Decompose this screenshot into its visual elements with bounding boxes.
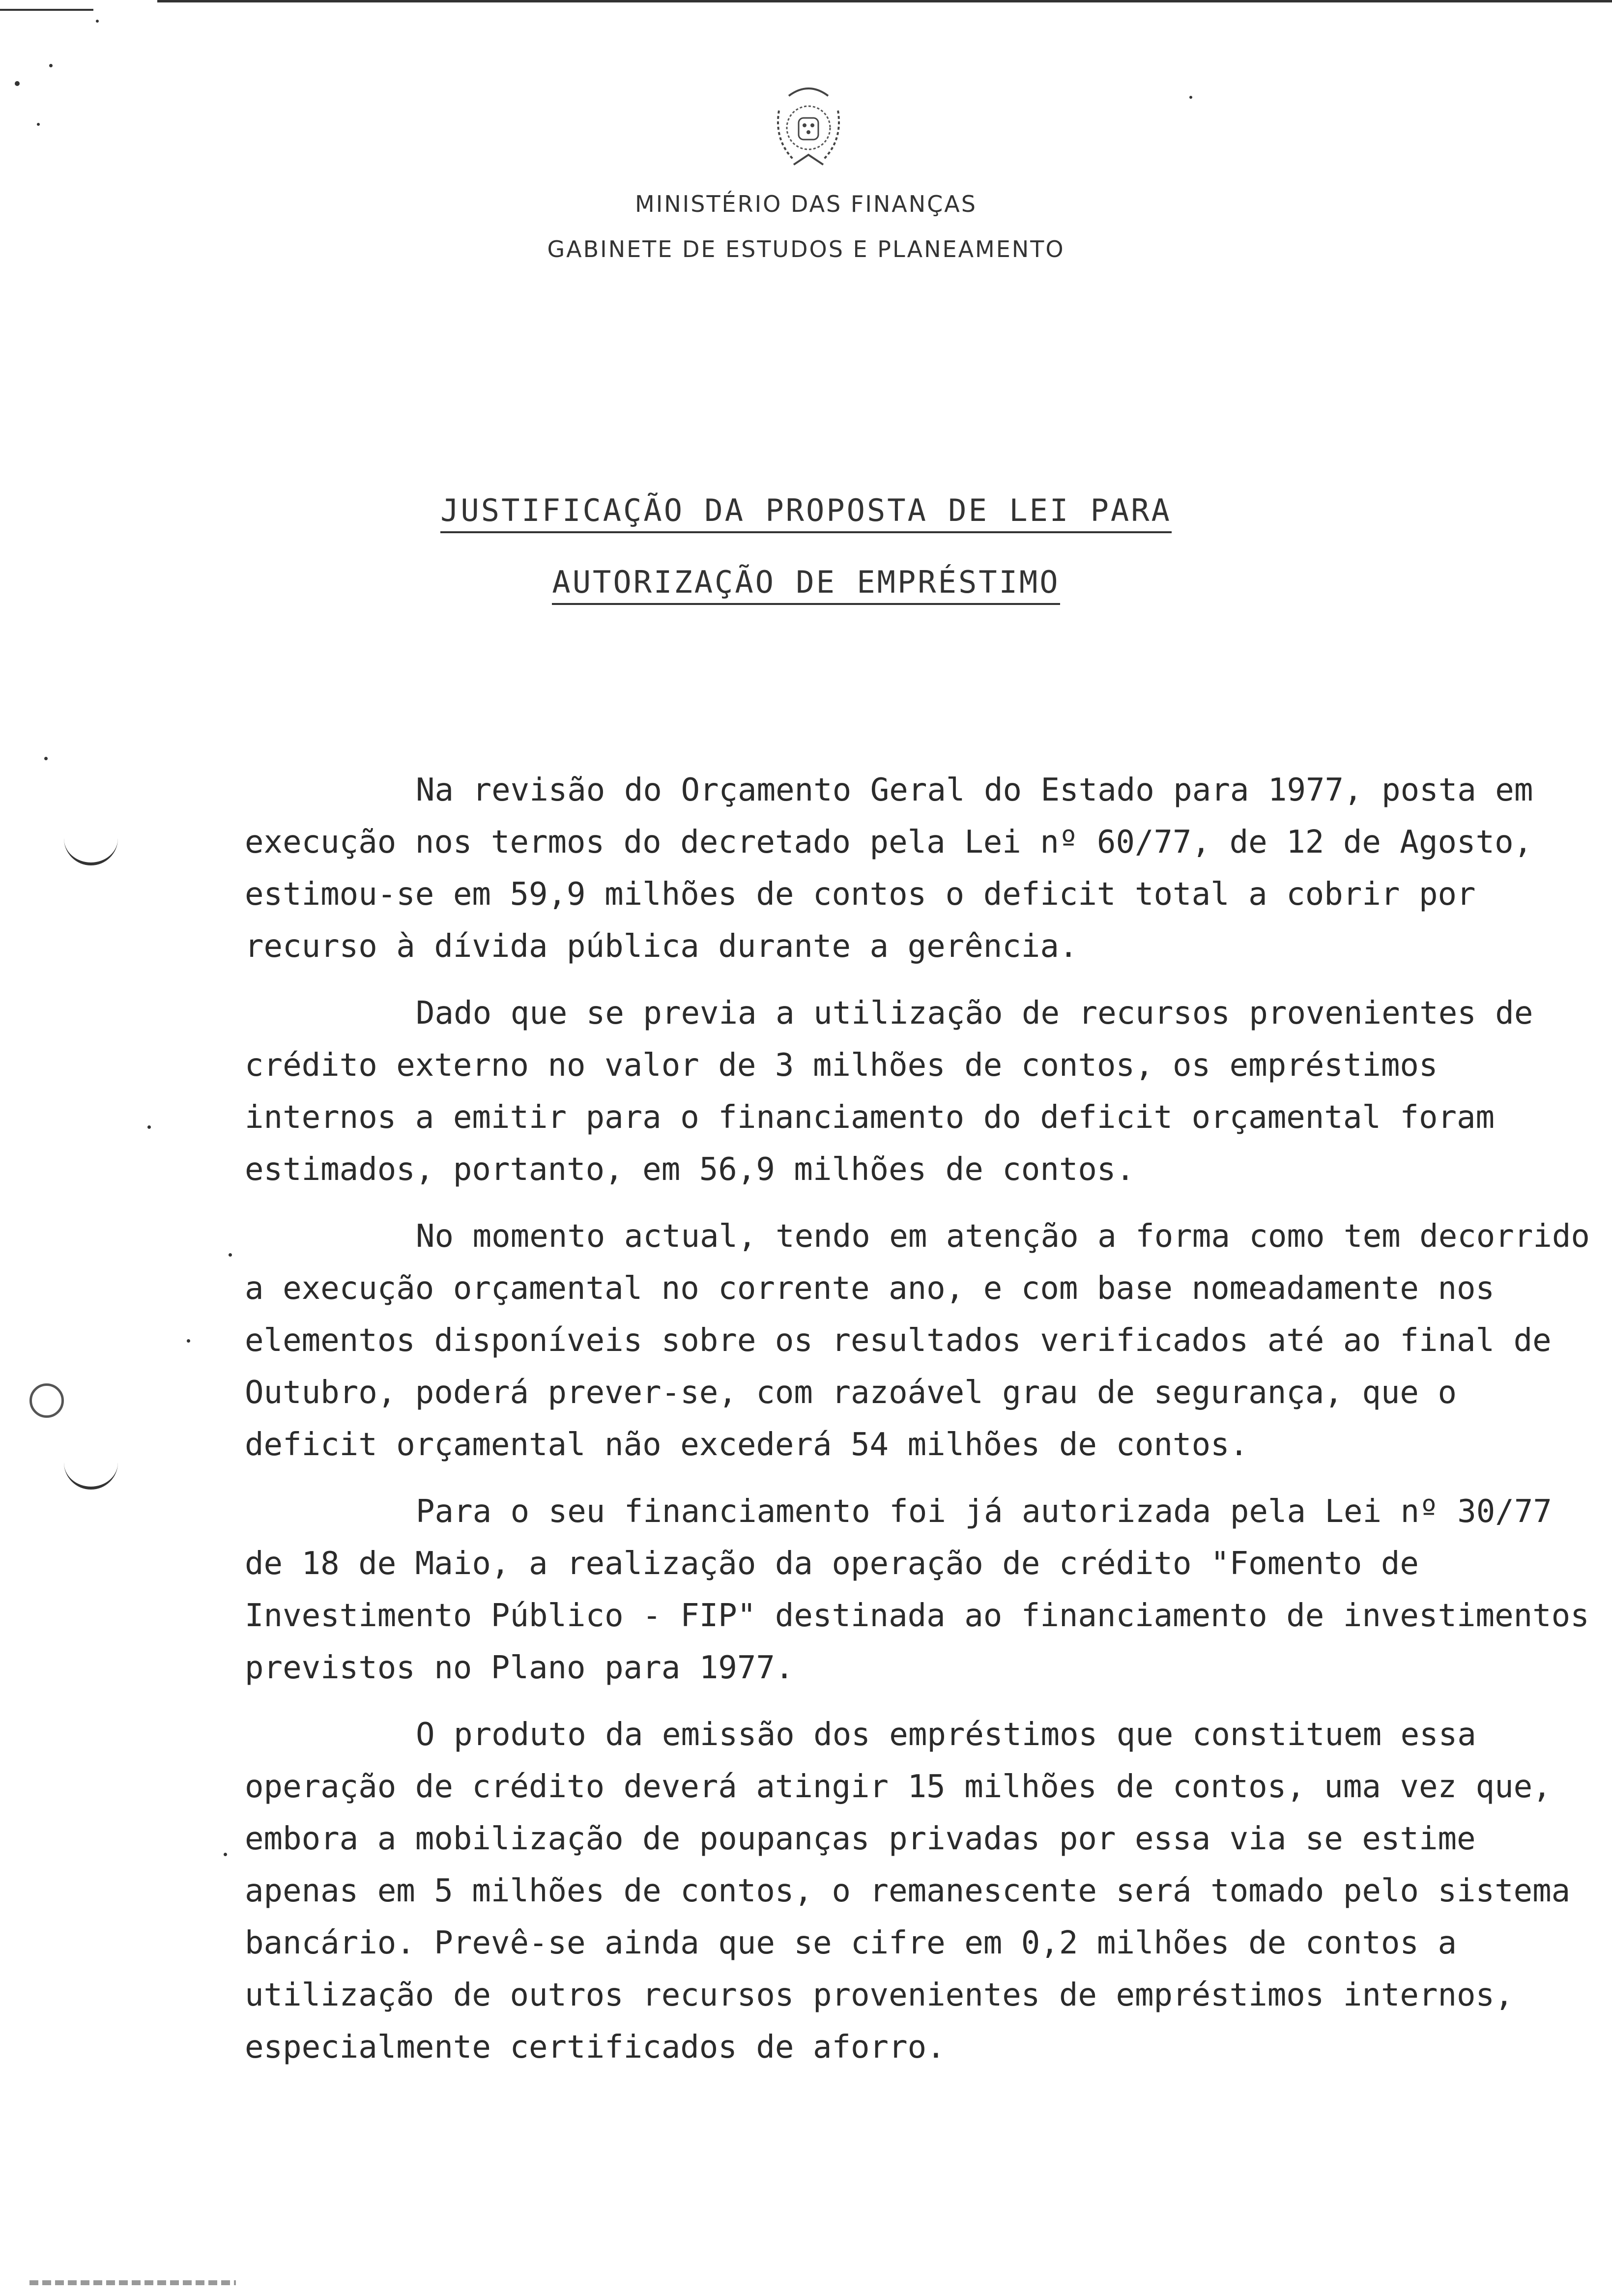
body-paragraph: Para o seu financiamento foi já autorizada pela Lei nº 30/77 de 18 de Maio, a realização da operação de crédito "Fomento de Investimento Público - FIP" destinada ao financiamento de investimentos previstos no Plano para 1977.	[245, 1493, 1609, 1686]
document-title-text: AUTORIZAÇÃO DE EMPRÉSTIMO	[552, 564, 1060, 605]
document-title-text: JUSTIFICAÇÃO DA PROPOSTA DE LEI PARA	[440, 492, 1172, 533]
scan-speck	[229, 1253, 232, 1257]
scan-punch-hole-arc	[64, 833, 118, 865]
scan-speck	[44, 757, 48, 760]
scan-speck	[224, 1853, 227, 1856]
scan-punch-hole-ring	[29, 1383, 64, 1418]
scan-speck	[49, 64, 53, 67]
scan-speck	[187, 1339, 190, 1343]
office-name: GABINETE DE ESTUDOS E PLANEAMENTO	[547, 236, 1065, 262]
body-paragraph: Na revisão do Orçamento Geral do Estado para 1977, posta em execução nos termos do decretado pela Lei nº 60/77, de 12 de Agosto, estimou-se em 59,9 milhões de contos o deficit total a cobrir por recurso à dívida pública durante a gerência.	[245, 772, 1552, 965]
document-title-line-1	[0, 492, 1612, 528]
body-paragraph: Dado que se previa a utilização de recursos provenientes de crédito externo no valor de 3 milhões de contos, os empréstimos internos a emitir para o financiamento do deficit orçamental foram estimados, portanto, em 56,9 milhões de contos.	[245, 995, 1552, 1188]
ministry-name: MINISTÉRIO DAS FINANÇAS	[635, 191, 977, 217]
scan-top-rule-left	[0, 9, 93, 11]
body-paragraph: No momento actual, tendo em atenção a forma como tem decorrido a execução orçamental no corrente ano, e com base nomeadamente nos elementos disponíveis sobre os resultados verificados até ao final de Outubro, poderá prever-se, com razoável grau de segurança, que o deficit orçamental não excederá 54 milhões de contos.	[245, 1218, 1609, 1463]
document-body	[245, 764, 1609, 2088]
body-paragraph: O produto da emissão dos empréstimos que constituem essa operação de crédito deverá atingir 15 milhões de contos, uma vez que, embora a mobilização de poupanças privadas por essa via se estime apenas em 5 milhões de contos, o remanescente será tomado pelo sistema bancário. Prevê-se ainda que se cifre em 0,2 milhões de contos a utilização de outros recursos provenientes de empréstimos internos, especialmente certificados de aforro.	[245, 1717, 1589, 2066]
scan-speck	[37, 123, 40, 126]
scan-speck	[15, 81, 20, 86]
scan-speck	[1189, 96, 1192, 99]
scan-speck	[147, 1125, 151, 1129]
scan-footer-mark	[29, 2280, 236, 2285]
scan-speck	[96, 20, 99, 23]
scan-punch-hole-arc	[64, 1457, 118, 1490]
document-title-line-2	[0, 564, 1612, 600]
coat-of-arms-emblem-icon	[759, 81, 858, 172]
scan-top-rule	[157, 0, 1612, 2]
